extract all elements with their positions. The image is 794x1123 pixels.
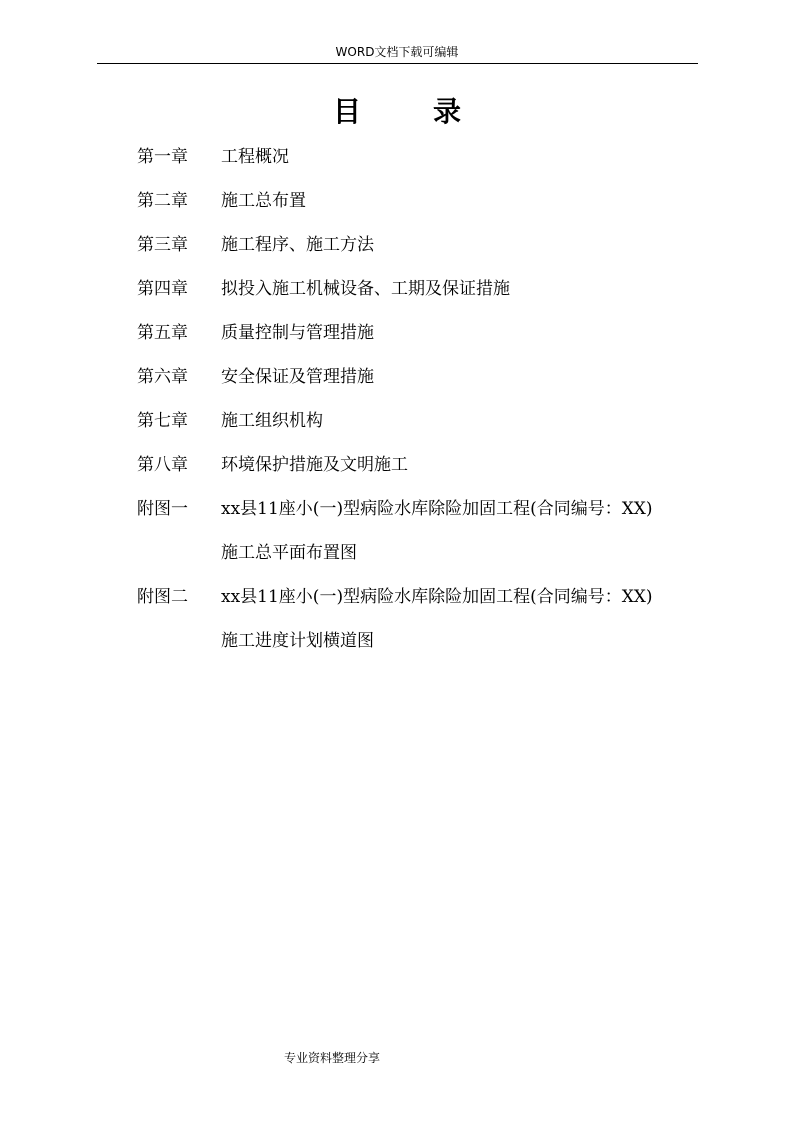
page-footer: 专业资料整理分享 — [284, 1051, 381, 1065]
toc-entry-chapter-2 — [137, 188, 717, 232]
toc-entry-label: 第二章 — [137, 191, 188, 211]
toc-entry-label: 附图一 — [137, 499, 188, 519]
toc-entry-appendix-2-continued — [137, 628, 717, 672]
toc-entry-chapter-1 — [137, 144, 717, 188]
toc-entry-chapter-3 — [137, 232, 717, 276]
toc-entry-text-line2: 施工总平面布置图 — [221, 543, 357, 563]
toc-entry-chapter-7 — [137, 408, 717, 452]
toc-entry-label: 第七章 — [137, 411, 188, 431]
toc-entry-text-line2: 施工进度计划横道图 — [221, 631, 374, 651]
toc-entry-text: xx县11座小(一)型病险水库除险加固工程(合同编号：XX) — [221, 587, 653, 607]
toc-entry-label: 第八章 — [137, 455, 188, 475]
toc-entry-text: 工程概况 — [221, 147, 289, 167]
toc-title-left: 目 — [332, 95, 361, 128]
toc-entry-text: 环境保护措施及文明施工 — [221, 455, 408, 475]
toc-entry-text: 质量控制与管理措施 — [221, 323, 374, 343]
toc-entry-chapter-4 — [137, 276, 717, 320]
toc-entry-label: 附图二 — [137, 587, 188, 607]
toc-entry-label: 第五章 — [137, 323, 188, 343]
toc-entry-label: 第三章 — [137, 235, 188, 255]
toc-entry-text: 施工程序、施工方法 — [221, 235, 374, 255]
toc-title — [0, 94, 794, 130]
toc-entry-appendix-1 — [137, 496, 717, 540]
toc-entry-appendix-1-continued — [137, 540, 717, 584]
toc-entry-text: 施工组织机构 — [221, 411, 323, 431]
toc-entry-label: 第四章 — [137, 279, 188, 299]
toc-entry-label: 第六章 — [137, 367, 188, 387]
page-header: WORD文档下载可编辑 — [335, 45, 459, 59]
toc-entry-text: 拟投入施工机械设备、工期及保证措施 — [221, 279, 510, 299]
toc-entry-label: 第一章 — [137, 147, 188, 167]
toc-entry-text: 安全保证及管理措施 — [221, 367, 374, 387]
header-rule — [97, 63, 698, 64]
toc-entry-chapter-5 — [137, 320, 717, 364]
toc-entry-chapter-6 — [137, 364, 717, 408]
toc-entry-text: xx县11座小(一)型病险水库除险加固工程(合同编号：XX) — [221, 499, 653, 519]
toc-title-right: 录 — [433, 95, 462, 128]
toc-entry-appendix-2 — [137, 584, 717, 628]
toc-entry-chapter-8 — [137, 452, 717, 496]
toc-entry-text: 施工总布置 — [221, 191, 306, 211]
table-of-contents — [137, 144, 717, 672]
